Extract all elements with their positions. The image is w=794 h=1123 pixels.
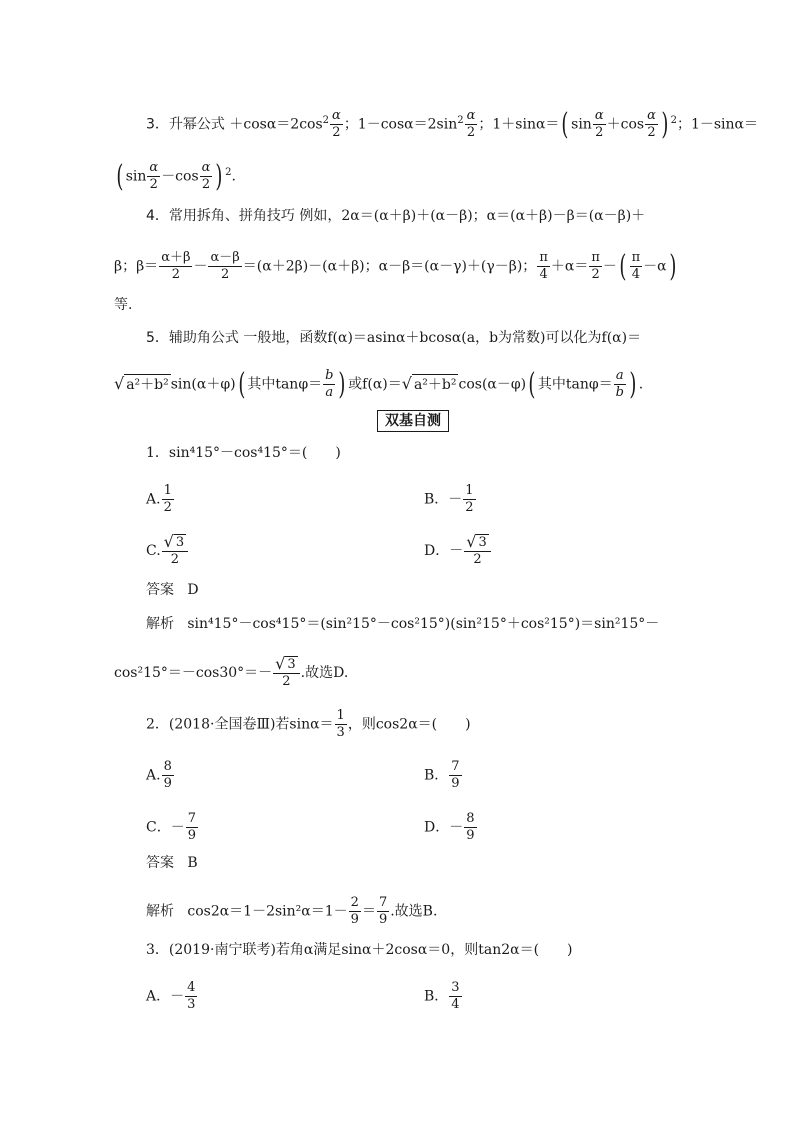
q2-option-a: A. $\frac{8}{9}$ [146,759,172,791]
q2-analysis: 解析 cos2α＝1－2sin²α＝1－ $\frac{2}{9}$ ＝ $\frac{7}{9}$ .故选B. [146,895,438,927]
fraction: $\frac{\alpha}{2}$ [466,108,476,140]
item3-line1: 3．升幂公式 $+\cos\alpha=2\cos^2$ $\frac{\alpha}{2}$ ；$1-\cos\alpha=2\sin^2$ $\frac{\alpha}{2}$ ；1＋sinα＝( sin $\frac{\alpha}{2}$ ＋cos $\frac{\alpha}{2}$ ) $^2$；1－sinα＝ [146,106,758,142]
q1-option-a: A. $\frac{1}{2}$ [146,483,172,515]
q3-option-b: B． $\frac{3}{4}$ [424,980,460,1012]
q1-stem: 1．sin⁴15°－cos⁴15°＝( ) [146,445,341,461]
q2-answer: 答案 B [146,855,198,871]
sqrt: √ a²＋b² [114,374,169,393]
fraction: $\frac{\pi}{4}$ [631,250,641,282]
item4-label: 4．常用拆角、拼角技巧 [146,208,295,224]
q3-stem: 3．(2019·南宁联考)若角α满足sinα＋2cosα＝0，则tan2α＝( ) [146,942,573,958]
fraction: $\frac{\alpha}{2}$ [332,108,341,140]
fraction: $\frac{\alpha-\beta}{2}$ [210,250,240,282]
q1-option-d: D．－ √ 3 2 [424,534,492,568]
fraction: $\frac{\alpha}{2}$ [594,108,604,140]
sqrt: √ a²＋b² [401,374,457,393]
section-title: 双基自测 [377,410,449,432]
fraction: $\frac{\pi}{4}$ [539,250,548,282]
item3-line2: ( sin $\frac{\alpha}{2}$ －cos $\frac{\alpha}{2}$ ) $^2$. [116,158,236,194]
q2-option-d: D．－ $\frac{8}{9}$ [424,811,475,843]
fraction: $\frac{\alpha}{2}$ [201,160,211,192]
q1-analysis-line2: cos²15°＝－cos30°＝－ √ 3 2 .故选D. [114,654,349,689]
item5-line2: √ a²＋b² sin(α＋φ)( 其中tanφ＝ $\frac{b}{a}$ ) 或f(α)＝ √ a²＋b² cos(α－φ)( 其中tanφ＝ $\frac{a}{b}$ ) . [114,366,644,402]
item4-line1: 4．常用拆角、拼角技巧 例如，2α＝(α＋β)＋(α－β)；α＝(α＋β)－β＝(α－β)＋ [146,208,646,224]
q1-answer: 答案 D [146,582,199,598]
q2-stem: 2．(2018·全国卷Ⅲ)若sinα＝ $\frac{1}{3}$ ，则cos2α＝( ) [146,708,471,740]
item3-label: 3．升幂公式 [146,116,225,133]
q1-analysis-line1: 解析 sin⁴15°－cos⁴15°＝(sin²15°－cos²15°)(sin²15°＋cos²15°)＝sin²15°－ [146,616,660,632]
fraction: $\frac{\alpha}{2}$ [149,160,159,192]
q2-option-c: C．－ $\frac{7}{9}$ [146,811,196,843]
item4-line2: β；β＝ $\frac{\alpha+\beta}{2}$ － $\frac{\alpha-\beta}{2}$ ＝(α＋2β)－(α＋β)；α－β＝(α－γ)＋(γ－β)； $\frac{\pi}{4}$ ＋α＝ $\frac{\pi}{2}$ －( $\frac{\pi}{4}$ －α) [114,248,676,284]
fraction: $\frac{a}{b}$ [615,368,624,400]
fraction: $\frac{b}{a}$ [325,368,334,400]
fraction: $\frac{\alpha}{2}$ [647,108,656,140]
q1-option-c: C. √ 3 2 [146,534,189,568]
q2-option-b: B． $\frac{7}{9}$ [424,759,460,791]
q1-option-b: B．－ $\frac{1}{2}$ [424,483,474,515]
fraction: $\frac{\pi}{2}$ [591,250,600,282]
q3-option-a: A．－ $\frac{4}{3}$ [146,980,196,1012]
item4-line3: 等. [114,297,133,313]
item5-label: 5．辅助角公式 [146,330,239,346]
fraction: $\frac{\alpha+\beta}{2}$ [161,250,191,282]
item5-line1: 5．辅助角公式 一般地，函数f(α)＝asinα＋bcosα(a，b为常数)可以化为f(α)＝ [146,330,642,346]
